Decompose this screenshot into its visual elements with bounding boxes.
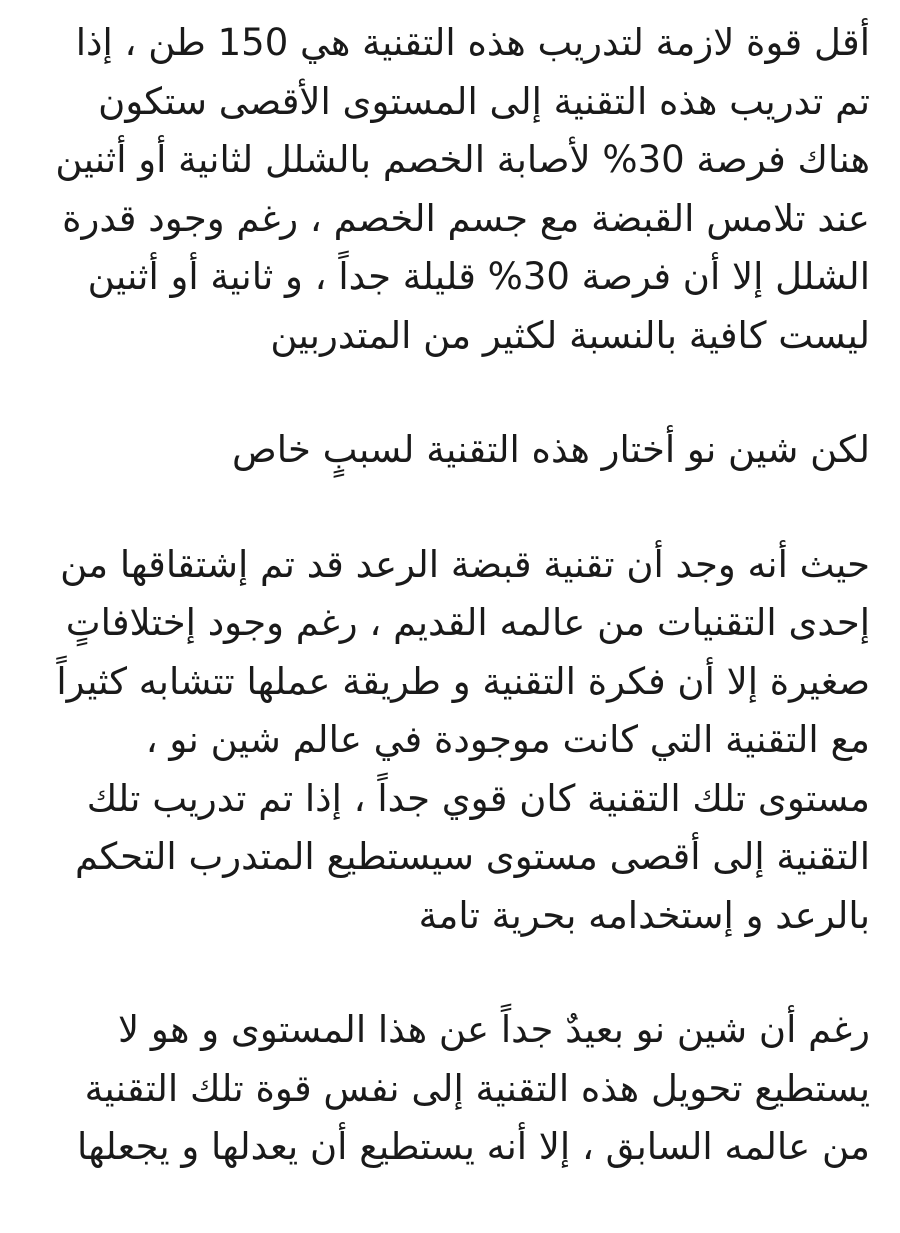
text-line: إحدى التقنيات من عالمه القديم ، رغم وجود إختلافاتٍ (65, 601, 870, 644)
text-line: مع التقنية التي كانت موجودة في عالم شين نو ، (145, 718, 870, 761)
text-line: حيث أنه وجد أن تقنية قبضة الرعد قد تم إشتقاقها من (60, 542, 870, 586)
text-line: رغم أن شين نو بعيدٌ جداً عن هذا المستوى و هو لا (118, 1008, 870, 1051)
text-line: صغيرة إلا أن فكرة التقنية و طريقة عملها تتشابه كثيراً (56, 659, 870, 703)
text-line: هناك فرصة 30% لأصابة الخصم بالشلل لثانية أو أثنين (55, 138, 870, 181)
text-line: مستوى تلك التقنية كان قوي جداً ، إذا تم تدريب تلك (86, 776, 870, 820)
text-line: يستطيع تحويل هذه التقنية إلى نفس قوة تلك التقنية (84, 1066, 870, 1110)
paragraph-4 (50, 1001, 870, 1177)
reader-content (50, 14, 870, 1233)
text-line: التقنية إلى أقصى مستوى سيستطيع المتدرب التحكم (75, 835, 870, 878)
paragraph-3 (50, 536, 870, 946)
paragraph-2 (50, 421, 870, 480)
text-line: عند تلامس القبضة مع جسم الخصم ، رغم وجود قدرة (62, 196, 870, 240)
text-line: من عالمه السابق ، إلا أنه يستطيع أن يعدلها و يجعلها (77, 1125, 870, 1168)
text-line: تم تدريب هذه التقنية إلى المستوى الأقصى ستكون (98, 79, 870, 123)
text-line: الشلل إلا أن فرصة 30% قليلة جداً ، و ثانية أو أثنين (87, 255, 870, 298)
text-line: بالرعد و إستخدامه بحرية تامة (418, 893, 870, 937)
paragraph-1 (50, 14, 870, 365)
text-line: لكن شين نو أختار هذه التقنية لسببٍ خاص (232, 428, 870, 471)
text-line: أقل قوة لازمة لتدريب هذه التقنية هي 150 طن ، إذا (75, 21, 870, 64)
text-line: ليست كافية بالنسبة لكثير من المتدربين (270, 313, 870, 357)
